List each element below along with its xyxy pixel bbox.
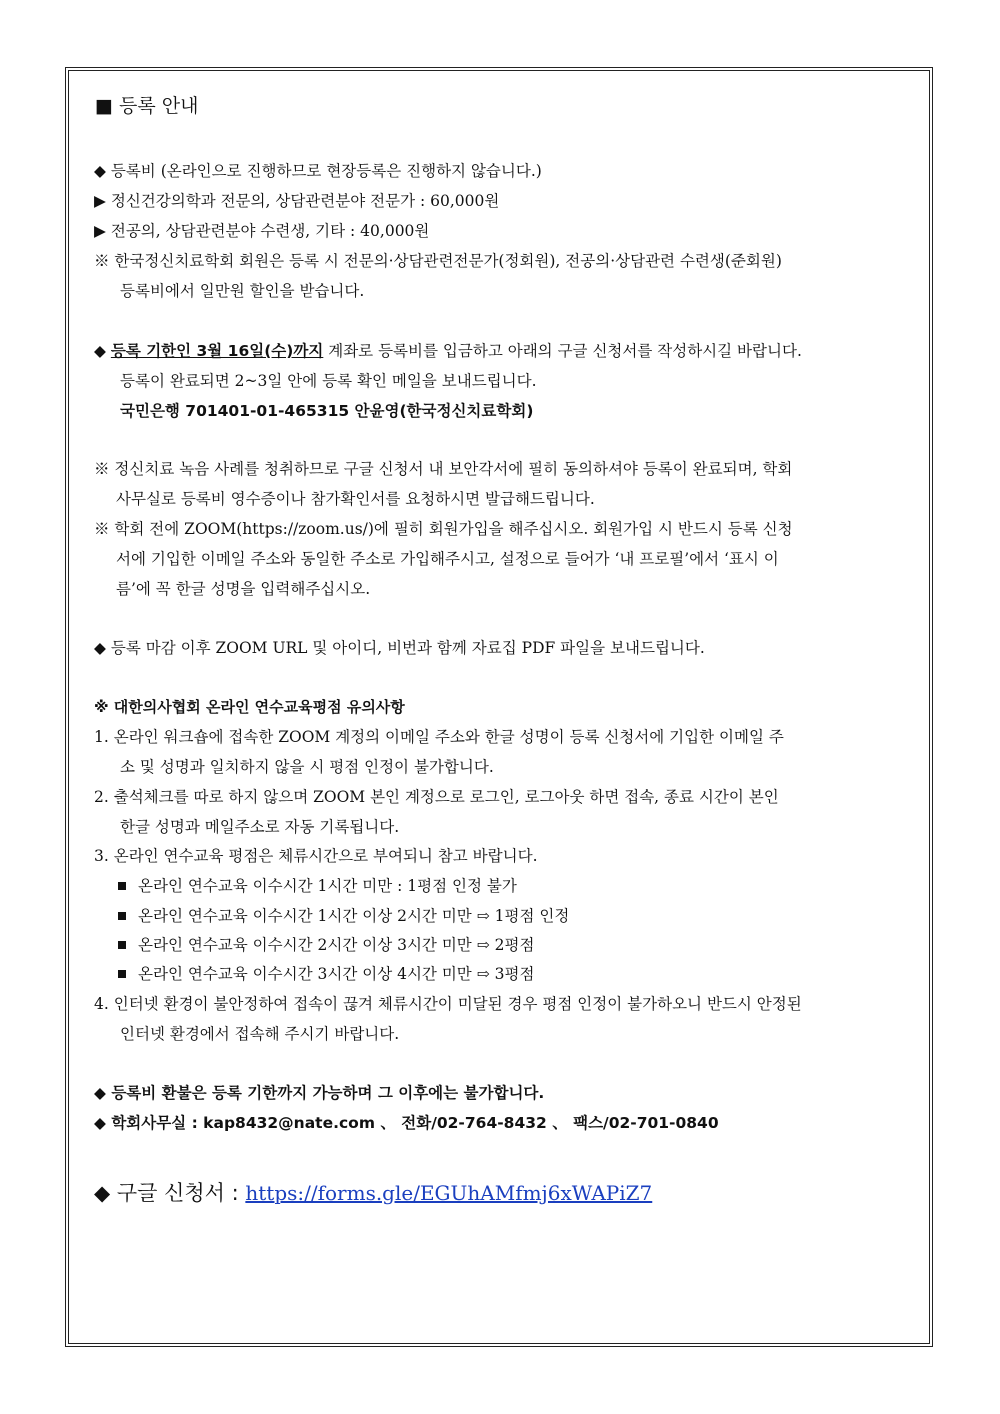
zoom-url-notice: ◆ 등록 마감 이후 ZOOM URL 및 아이디, 비번과 함께 자료집 PDF 파일을 보내드립니다.: [94, 639, 705, 657]
security-note-cont: 사무실로 등록비 영수증이나 참가확인서를 요청하시면 발급해드립니다.: [116, 490, 595, 508]
zoom-signup-note: ※ 학회 전에 ZOOM(https://zoom.us/)에 필히 회원가입을 해주십시오. 회원가입 시 반드시 등록 신청: [94, 520, 793, 538]
deadline-line: [94, 341, 802, 361]
kma-item-3: 3. 온라인 연수교육 평점은 체류시간으로 부여되니 참고 바랍니다.: [94, 847, 538, 865]
square-bullet-icon: [118, 970, 126, 978]
square-bullet-icon: [118, 912, 126, 920]
fee-title: ◆ 등록비 (온라인으로 진행하므로 현장등록은 진행하지 않습니다.): [94, 162, 542, 180]
credit-sub-item: 온라인 연수교육 이수시간 3시간 이상 4시간 미만 ⇨ 3평점: [118, 964, 534, 984]
member-discount-note-cont: 등록비에서 일만원 할인을 받습니다.: [120, 282, 365, 300]
kma-title: ※ 대한의사협회 온라인 연수교육평점 유의사항: [94, 698, 405, 716]
member-discount-note: ※ 한국정신치료학회 회원은 등록 시 전문의·상담관련전문가(정회원), 전공의·상담관련 수련생(준회원): [94, 252, 782, 270]
kma-item-4-cont: 인터넷 환경에서 접속해 주시기 바랍니다.: [120, 1025, 400, 1043]
square-bullet-icon: [118, 941, 126, 949]
bank-account: 국민은행 701401-01-465315 안윤영(한국정신치료학회): [120, 402, 534, 420]
google-form-line: [94, 1180, 652, 1206]
kma-item-4: 4. 인터넷 환경이 불안정하여 접속이 끊겨 체류시간이 미달된 경우 평점 인정이 불가하오니 반드시 안정된: [94, 995, 802, 1013]
credit-sub-item: 온라인 연수교육 이수시간 2시간 이상 3시간 미만 ⇨ 2평점: [118, 935, 534, 955]
credit-sub-item: 온라인 연수교육 이수시간 1시간 이상 2시간 미만 ⇨ 1평점 인정: [118, 906, 569, 926]
kma-item-1-cont: 소 및 성명과 일치하지 않을 시 평점 인정이 불가합니다.: [120, 758, 494, 776]
zoom-signup-note-cont-2: 름’에 꼭 한글 성명을 입력해주십시오.: [116, 580, 371, 598]
google-form-label: ◆ 구글 신청서 :: [94, 1181, 246, 1205]
google-form-link[interactable]: https://forms.gle/EGUhAMfmj6xWAPiZ7: [245, 1181, 653, 1205]
fee-item-resident: ▶ 전공의, 상담관련분야 수련생, 기타 : 40,000원: [94, 222, 430, 240]
office-contact: ◆ 학회사무실 : kap8432@nate.com 、 전화/02-764-8432 、 팩스/02-701-0840: [94, 1114, 719, 1132]
deadline-instructions: 계좌로 등록비를 입금하고 아래의 구글 신청서를 작성하시길 바랍니다.: [323, 342, 802, 360]
security-note: ※ 정신치료 녹음 사례를 청취하므로 구글 신청서 내 보안각서에 필히 동의하셔야 등록이 완료되며, 학회: [94, 460, 793, 478]
section-heading: ■ 등록 안내: [95, 95, 199, 117]
refund-policy: ◆ 등록비 환불은 등록 기한까지 가능하며 그 이후에는 불가합니다.: [94, 1084, 545, 1102]
kma-item-2-cont: 한글 성명과 메일주소로 자동 기록됩니다.: [120, 818, 400, 836]
fee-item-specialist: ▶ 정신건강의학과 전문의, 상담관련분야 전문가 : 60,000원: [94, 192, 500, 210]
zoom-signup-note-cont-1: 서에 기입한 이메일 주소와 동일한 주소로 가입해주시고, 설정으로 들어가 ‘내 프로필’에서 ‘표시 이: [116, 550, 779, 568]
square-bullet-icon: [118, 882, 126, 890]
diamond-bullet: ◆: [94, 342, 106, 360]
confirmation-mail-note: 등록이 완료되면 2~3일 안에 등록 확인 메일을 보내드립니다.: [120, 372, 537, 390]
credit-sub-item: 온라인 연수교육 이수시간 1시간 미만 : 1평점 인정 불가: [118, 876, 517, 896]
deadline-date: 등록 기한인 3월 16일(수)까지: [110, 342, 324, 360]
kma-item-2: 2. 출석체크를 따로 하지 않으며 ZOOM 본인 계정으로 로그인, 로그아웃 하면 접속, 종료 시간이 본인: [94, 788, 779, 806]
kma-item-1: 1. 온라인 워크숍에 접속한 ZOOM 계정의 이메일 주소와 한글 성명이 등록 신청서에 기입한 이메일 주: [94, 728, 784, 746]
